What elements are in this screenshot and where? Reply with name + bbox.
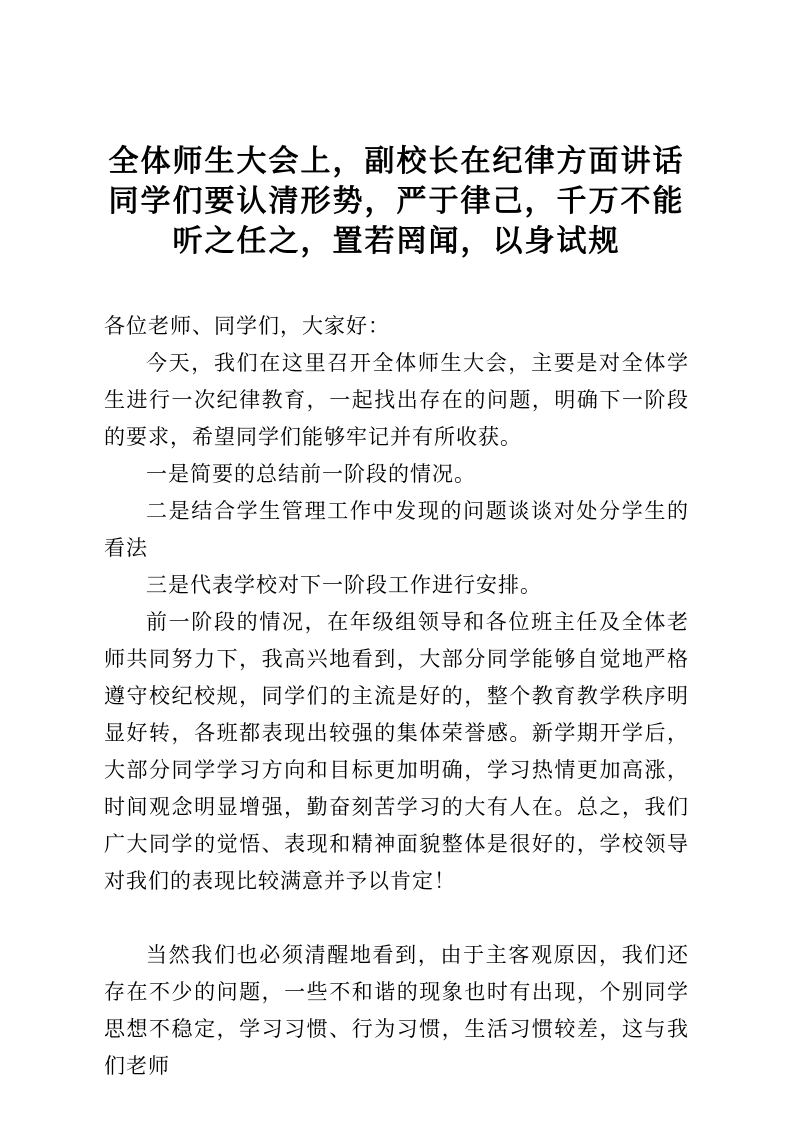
title-line-3: 听之任之，置若罔闻，以身试规: [172, 225, 621, 258]
title-line-2: 同学们要认清形势，严于律己，千万不能: [108, 185, 685, 218]
paragraph-greeting: 各位老师、同学们，大家好：: [104, 314, 390, 338]
paragraph-point-one: 一是简要的总结前一阶段的情况。: [146, 462, 476, 486]
paragraph-point-three: 三是代表学校对下一阶段工作进行安排。: [146, 573, 542, 597]
paragraph-previous-stage-summary: 前一阶段的情况，在年级组领导和各位班主任及全体老师共同努力下，我高兴地看到，大部分同学能够自觉地严格遵守校纪校规，同学们的主流是好的，整个教育教学秩序明显好转，各班都表现出较强的集体荣誉感。新学期开学后，大部分同学学习方向和目标更加明确，学习热情更加高涨，时间观念明显增强，勤奋刻苦学习的大有人在。总之，我们广大同学的觉悟、表现和精神面貌整体是很好的，学校领导对我们的表现比较满意并予以肯定！: [104, 610, 689, 893]
paragraph-problems: 当然我们也必须清醒地看到，由于主客观原因，我们还存在不少的问题，一些不和谐的现象也时有出现，个别同学思想不稳定，学习习惯、行为习惯，生活习惯较差，这与我们老师: [104, 943, 689, 1078]
paragraph-point-two: 二是结合学生管理工作中发现的问题谈谈对处分学生的看法: [104, 499, 689, 560]
document-title: [104, 142, 689, 262]
document-body: [104, 308, 689, 1085]
paragraph-intro: 今天，我们在这里召开全体师生大会，主要是对全体学生进行一次纪律教育，一起找出存在的问题，明确下一阶段的要求，希望同学们能够牢记并有所收获。: [104, 351, 689, 449]
title-line-1: 全体师生大会上，副校长在纪律方面讲话: [108, 145, 685, 178]
